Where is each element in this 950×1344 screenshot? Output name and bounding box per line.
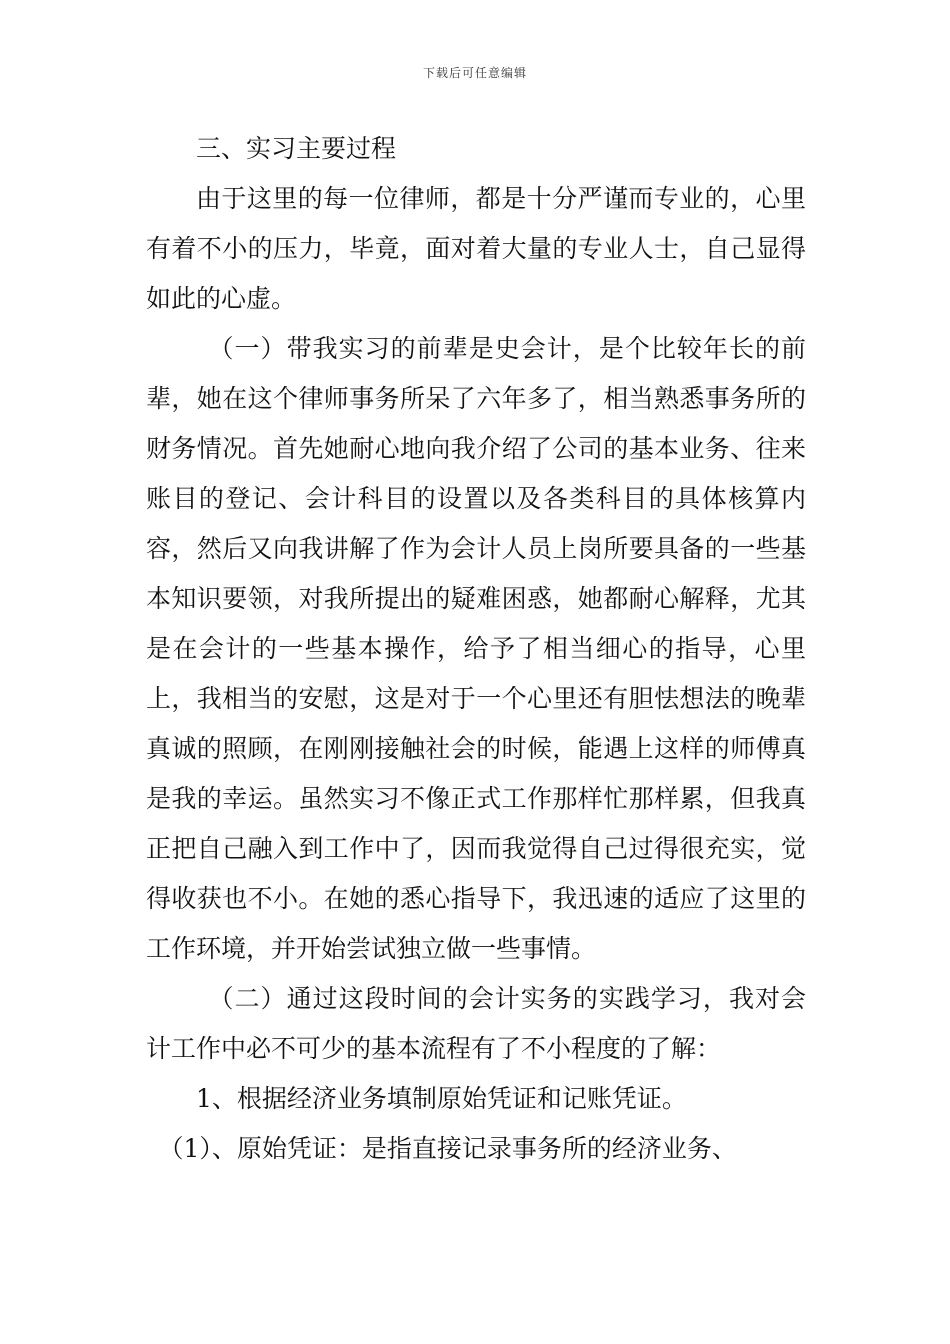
page-header-note: 下载后可任意编辑 — [422, 66, 527, 80]
list-item-one: 1、根据经济业务填制原始凭证和记账凭证。 — [196, 1084, 687, 1113]
document-body — [146, 124, 806, 1174]
paragraph-part-two: （二）通过这段时间的会计实务的实践学习，我对会计工作中必不可少的基本流程有了不小程度的了解： — [146, 984, 806, 1063]
paragraph-intro: 由于这里的每一位律师，都是十分严谨而专业的，心里有着不小的压力，毕竟，面对着大量的专业人士，自己显得如此的心虚。 — [146, 184, 806, 313]
list-subitem-one: （1）、原始凭证：是指直接记录事务所的经济业务、 — [158, 1134, 737, 1163]
paragraph-part-one: （一）带我实习的前辈是史会计，是个比较年长的前辈，她在这个律师事务所呆了六年多了，相当熟悉事务所的财务情况。首先她耐心地向我介绍了公司的基本业务、往来账目的登记、会计科目的设置以及各类科目的具体核算内容，然后又向我讲解了作为会计人员上岗所要具备的一些基本知识要领，对我所提出的疑难困惑，她都耐心解释，尤其是在会计的一些基本操作，给予了相当细心的指导，心里上，我相当的安慰，这是对于一个心里还有胆怯想法的晚辈真诚的照顾，在刚刚接触社会的时候，能遇上这样的师傅真是我的幸运。虽然实习不像正式工作那样忙那样累，但我真正把自己融入到工作中了，因而我觉得自己过得很充实，觉得收获也不小。在她的悉心指导下，我迅速的适应了这里的工作环境，并开始尝试独立做一些事情。 — [146, 334, 806, 963]
section-heading: 三、实习主要过程 — [196, 134, 397, 163]
